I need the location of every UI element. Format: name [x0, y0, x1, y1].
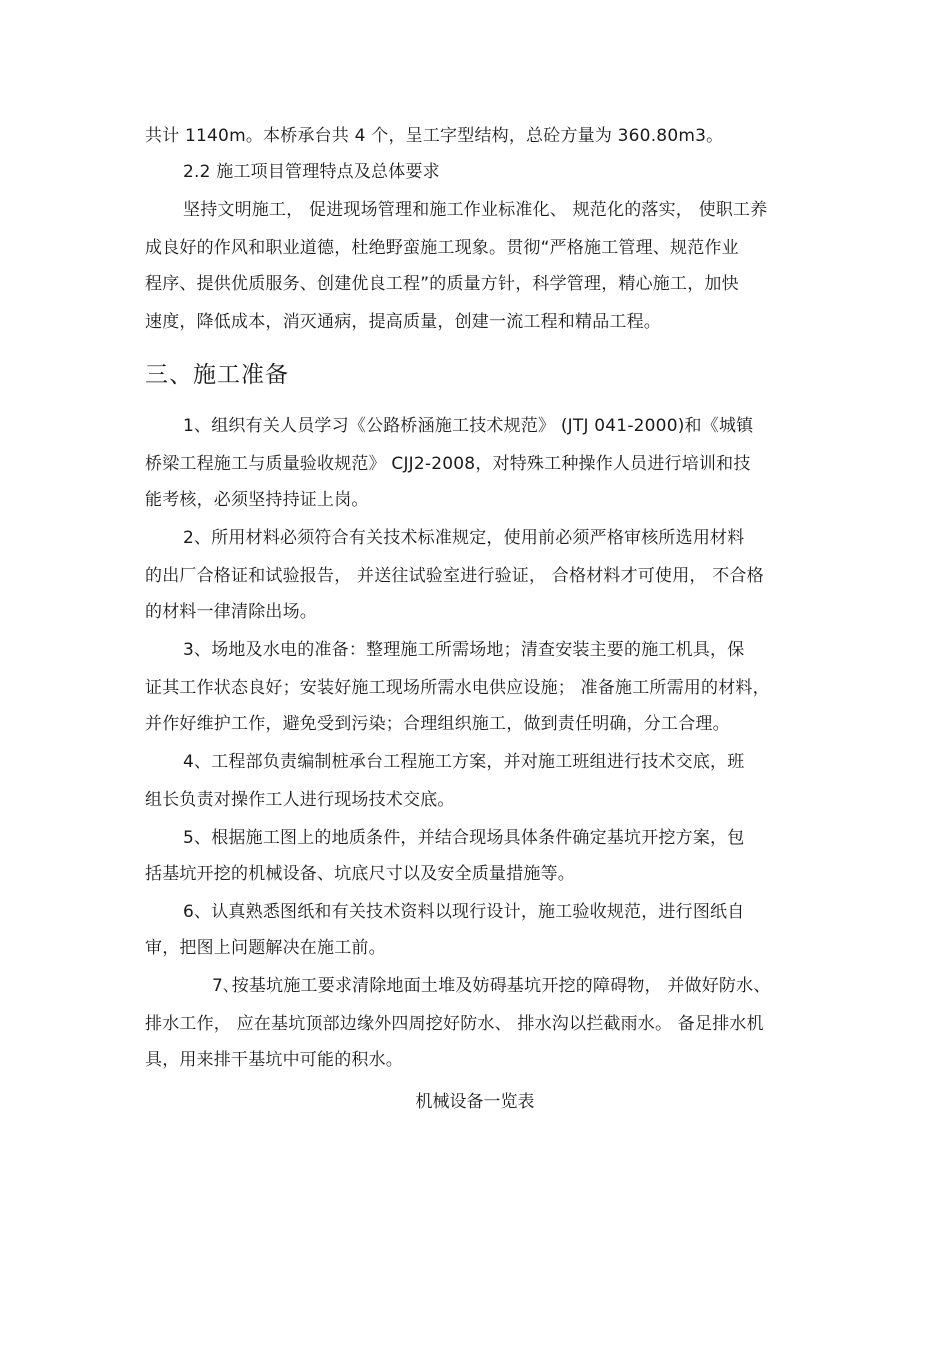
body-text-line: 坚持文明施工， 促进现场管理和施工作业标准化、 规范化的落实， 使职工养 — [183, 200, 768, 220]
subsection-heading: 2.2 施工项目管理特点及总体要求 — [183, 162, 440, 182]
body-text-line: 共计 1140m。本桥承台共 4 个，呈工字型结构，总砼方量为 360.80m3。 — [145, 126, 724, 146]
list-item-line: 3、场地及水电的准备：整理施工所需场地；清查安装主要的施工机具，保 — [183, 640, 745, 660]
list-item-line: 5、根据施工图上的地质条件，并结合现场具体条件确定基坑开挖方案，包 — [183, 828, 745, 848]
list-item-line: 4、工程部负责编制桩承台工程施工方案，并对施工班组进行技术交底，班 — [183, 752, 745, 772]
table-caption: 机械设备一览表 — [415, 1092, 535, 1112]
list-item-line: 2、所用材料必须符合有关技术标准规定，使用前必须严格审核所选用材料 — [183, 528, 745, 548]
list-item-line: 6、认真熟悉图纸和有关技术资料以现行设计，施工验收规范，进行图纸自 — [183, 902, 745, 922]
list-item-line: 并作好维护工作，避免受到污染；合理组织施工，做到责任明确，分工合理。 — [145, 714, 730, 734]
body-text-line: 速度，降低成本，消灭通病，提高质量，创建一流工程和精品工程。 — [145, 312, 661, 332]
list-item-line: 1、组织有关人员学习《公路桥涵施工技术规范》 (JTJ 041-2000)和《城镇 — [183, 416, 754, 436]
body-text-line: 成良好的作风和职业道德，杜绝野蛮施工现象。贯彻“严格施工管理、规范作业 — [145, 238, 739, 258]
list-item-line: 具，用来排干基坑中可能的积水。 — [145, 1050, 403, 1070]
body-text-line: 程序、提供优质服务、创建优良工程”的质量方针，科学管理，精心施工，加快 — [145, 274, 739, 294]
list-item-line: 的材料一律清除出场。 — [145, 602, 317, 622]
list-item-line: 的出厂合格证和试验报告， 并送往试验室进行验证， 合格材料才可使用， 不合格 — [145, 566, 764, 586]
list-item-line: 组长负责对操作工人进行现场技术交底。 — [145, 790, 455, 810]
list-item-line: 审，把图上问题解决在施工前。 — [145, 938, 386, 958]
list-item-line: 括基坑开挖的机械设备、坑底尺寸以及安全质量措施等。 — [145, 864, 575, 884]
list-item-line: 桥梁工程施工与质量验收规范》 CJJ2-2008，对特殊工种操作人员进行培训和技 — [145, 454, 751, 474]
list-item-line: 能考核，必须坚持持证上岗。 — [145, 490, 369, 510]
list-item-line: 7､按基坑施工要求清除地面土堆及妨碍基坑开挖的障碍物， 并做好防水、 — [212, 976, 771, 996]
section-title: 三、施工准备 — [145, 362, 289, 388]
list-item-line: 排水工作， 应在基坑顶部边缘外四周挖好防水、 排水沟以拦截雨水。 备足排水机 — [145, 1014, 764, 1034]
list-item-line: 证其工作状态良好；安装好施工现场所需水电供应设施； 准备施工所需用的材料， — [145, 678, 770, 698]
